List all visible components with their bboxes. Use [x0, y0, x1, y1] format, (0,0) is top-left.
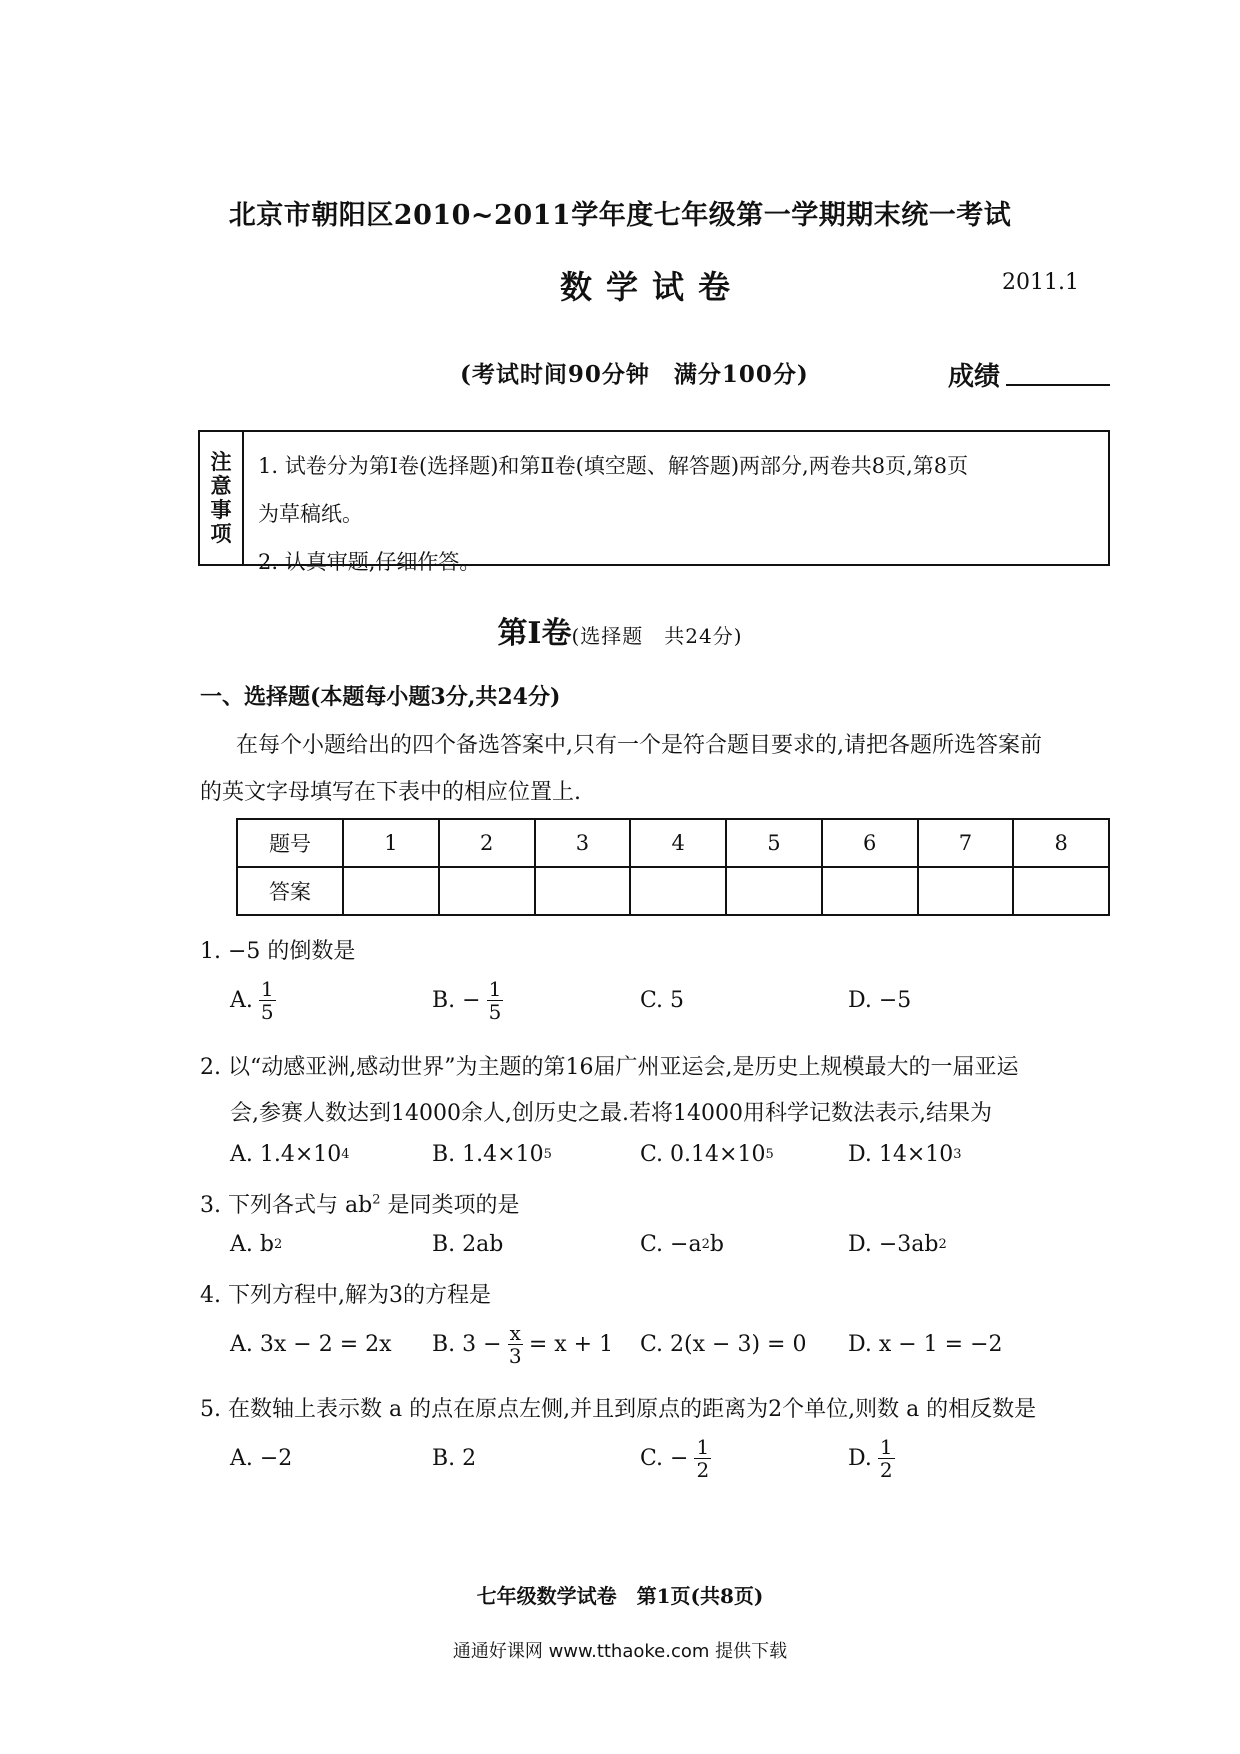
answer-cell[interactable] — [822, 867, 918, 915]
fraction — [259, 978, 276, 1023]
exponent: 2 — [938, 1237, 947, 1252]
question-5-stem: 5. 在数轴上表示数 a 的点在原点左侧,并且到原点的距离为2个单位,则数 a 的相反数是 — [200, 1397, 1037, 1422]
question-3-option-a — [230, 1232, 282, 1257]
question-5-option-d — [848, 1436, 895, 1481]
answer-table-number: 8 — [1013, 819, 1109, 867]
answer-table-label-number: 题号 — [237, 819, 343, 867]
fraction-denominator: 5 — [260, 1000, 274, 1024]
question-4-option-c: C. 2(x − 3) = 0 — [640, 1332, 807, 1357]
question-2-option-c — [640, 1142, 774, 1167]
question-2-option-a — [230, 1142, 350, 1167]
answer-cell[interactable] — [726, 867, 822, 915]
notice-heading-char: 意 — [210, 473, 232, 498]
exponent: 2 — [701, 1237, 710, 1252]
question-2-stem-line-1: 2. 以“动感亚洲,感动世界”为主题的第16届广州亚运会,是历史上规模最大的一届亚运 — [200, 1055, 1019, 1080]
option-tail: = x + 1 — [528, 1332, 614, 1357]
question-5-option-a: A. −2 — [230, 1446, 293, 1471]
page-footer: 七年级数学试卷 第1页(共8页) — [476, 1584, 764, 1608]
answer-cell[interactable] — [535, 867, 631, 915]
question-3-option-d — [848, 1232, 947, 1257]
fraction — [878, 1436, 895, 1481]
question-5-option-c — [640, 1436, 711, 1481]
answer-table-number: 5 — [726, 819, 822, 867]
question-2-option-b — [432, 1142, 552, 1167]
answer-cell[interactable] — [918, 867, 1014, 915]
instruction-line-2: 的英文字母填写在下表中的相应位置上. — [200, 780, 581, 805]
option-label: D. −3ab — [848, 1232, 939, 1257]
question-4-option-d: D. x − 1 = −2 — [848, 1332, 1003, 1357]
answer-table-number: 6 — [822, 819, 918, 867]
fraction-numerator: 1 — [488, 977, 502, 1001]
answer-table-number: 2 — [439, 819, 535, 867]
question-1-stem: 1. −5 的倒数是 — [200, 939, 356, 964]
question-1-option-a — [230, 978, 276, 1023]
option-label: B. 3 − — [432, 1332, 502, 1357]
fraction-denominator: 5 — [488, 1000, 502, 1024]
option-label: A. — [230, 988, 253, 1013]
exam-subtitle: 数学试卷 — [560, 268, 745, 306]
option-label: A. 1.4×10 — [230, 1142, 342, 1167]
answer-table-number: 3 — [535, 819, 631, 867]
exponent: 2 — [372, 1192, 381, 1208]
question-3-option-b: B. 2ab — [432, 1232, 504, 1257]
option-label: D. 14×10 — [848, 1142, 954, 1167]
question-2-option-d — [848, 1142, 962, 1167]
section1-heading: 一、选择题(本题每小题3分,共24分) — [200, 684, 561, 710]
fraction-numerator: 1 — [260, 977, 274, 1001]
question-4-option-b — [432, 1322, 613, 1367]
score-label: 成绩 — [948, 362, 1001, 392]
option-label: C. 0.14×10 — [640, 1142, 766, 1167]
option-label: D. — [848, 1446, 872, 1471]
answer-cell[interactable] — [343, 867, 439, 915]
fraction-denominator: 2 — [696, 1458, 710, 1482]
question-4-option-a: A. 3x − 2 = 2x — [230, 1332, 392, 1357]
option-label: C. −a — [640, 1232, 702, 1257]
notice-heading-char: 项 — [210, 521, 232, 546]
option-label: B. 1.4×10 — [432, 1142, 544, 1167]
notice-item-1-cont: 为草稿纸。 — [258, 502, 363, 526]
answer-table-answer-row — [237, 867, 1109, 915]
exam-date: 2011.1 — [1002, 270, 1079, 295]
notice-heading-char: 注 — [210, 449, 232, 474]
option-tail: b — [709, 1232, 724, 1257]
answer-cell[interactable] — [630, 867, 726, 915]
notice-item-2: 2. 认真审题,仔细作答。 — [258, 550, 481, 574]
question-3-option-c — [640, 1232, 724, 1257]
fraction-numerator: 1 — [696, 1435, 710, 1459]
question-1-option-c: C. 5 — [640, 988, 685, 1013]
stem-text: 是同类项的是 — [380, 1193, 520, 1218]
question-2-stem-line-2: 会,参赛人数达到14000余人,创历史之最.若将14000用科学记数法表示,结果为 — [230, 1101, 992, 1126]
answer-table-header-row — [237, 819, 1109, 867]
question-3-stem — [200, 1188, 519, 1219]
option-label: C. − — [640, 1446, 689, 1471]
answer-cell[interactable] — [439, 867, 535, 915]
part1-title — [0, 608, 1240, 652]
question-1-option-b — [432, 978, 503, 1023]
answer-table-number: 7 — [918, 819, 1014, 867]
answer-table-label-answer: 答案 — [237, 867, 343, 915]
answer-table — [236, 818, 1110, 916]
download-credit: 通通好课网 www.tthaoke.com 提供下载 — [452, 1641, 788, 1662]
section1-instruction — [200, 722, 1116, 816]
question-5-option-b: B. 2 — [432, 1446, 477, 1471]
option-label: A. b — [230, 1232, 274, 1257]
fraction — [694, 1436, 711, 1481]
part1-title-sub: (选择题 共24分) — [571, 624, 743, 648]
notice-items — [258, 442, 1098, 586]
exponent: 3 — [953, 1147, 962, 1162]
exponent: 4 — [341, 1147, 350, 1162]
exam-duration: (考试时间90分钟 满分100分) — [460, 361, 809, 388]
fraction-denominator: 3 — [508, 1344, 522, 1368]
exponent: 5 — [543, 1147, 552, 1162]
instruction-line-1: 在每个小题给出的四个备选答案中,只有一个是符合题目要求的,请把各题所选答案前 — [236, 733, 1042, 758]
exam-title: 北京市朝阳区2010~2011学年度七年级第一学期期末统一考试 — [228, 200, 1012, 231]
question-1-option-d: D. −5 — [848, 988, 912, 1013]
question-4-stem: 4. 下列方程中,解为3的方程是 — [200, 1283, 491, 1308]
notice-item-1: 1. 试卷分为第Ⅰ卷(选择题)和第Ⅱ卷(填空题、解答题)两部分,两卷共8页,第8页 — [258, 454, 969, 478]
fraction-denominator: 2 — [879, 1458, 893, 1482]
notice-heading — [200, 432, 244, 564]
notice-box — [198, 430, 1110, 574]
exponent: 2 — [273, 1237, 283, 1252]
score-blank[interactable] — [1006, 384, 1110, 386]
part1-title-main: 第Ⅰ卷 — [497, 616, 572, 651]
fraction — [487, 978, 504, 1023]
notice-heading-char: 事 — [210, 497, 232, 522]
answer-table-number: 4 — [630, 819, 726, 867]
fraction-numerator: x — [509, 1321, 521, 1345]
fraction-numerator: 1 — [879, 1435, 893, 1459]
stem-text: 3. 下列各式与 ab — [200, 1193, 373, 1218]
answer-table-number: 1 — [343, 819, 439, 867]
fraction — [508, 1322, 523, 1367]
option-label: B. − — [432, 988, 481, 1013]
exponent: 5 — [765, 1147, 774, 1162]
answer-cell[interactable] — [1013, 867, 1109, 915]
